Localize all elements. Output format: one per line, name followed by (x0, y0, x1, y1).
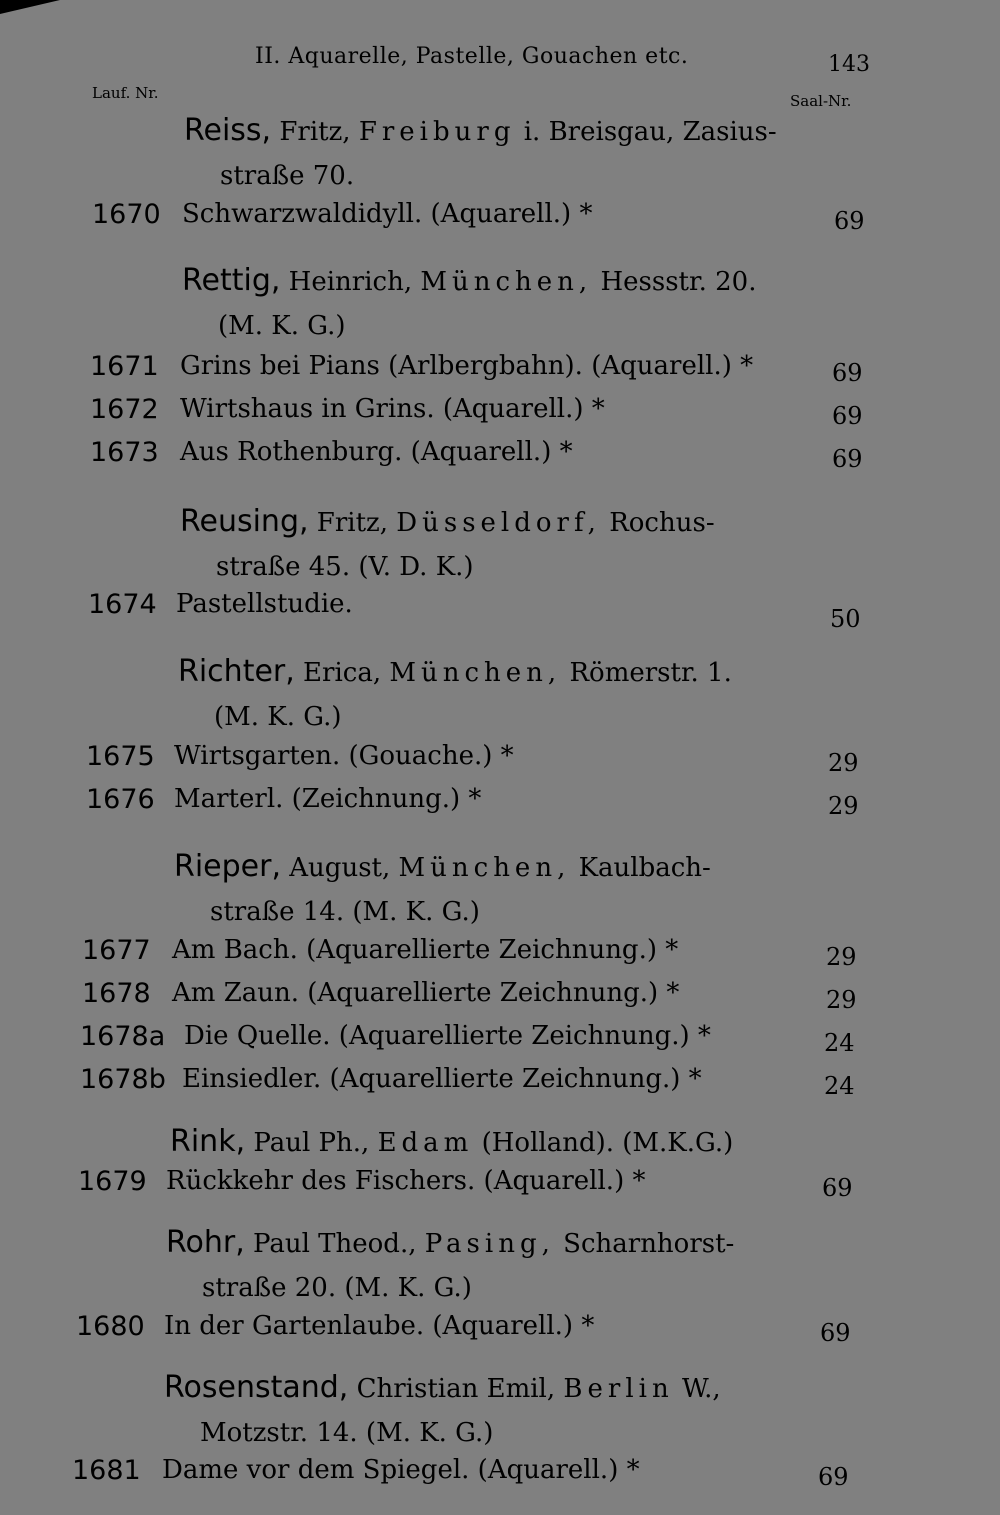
catalog-entry (88, 589, 868, 631)
artist-heading (178, 650, 838, 739)
entry-title: Pastellstudie. (176, 589, 353, 619)
catalog-entry (78, 1166, 858, 1208)
artist-first-name: Fritz, (316, 508, 388, 538)
entry-number: 1679 (78, 1166, 147, 1197)
column-label-saal-nr: Saal-Nr. (790, 92, 852, 110)
artist-address: W., (681, 1374, 721, 1404)
entry-room-number: 24 (824, 1029, 855, 1057)
artist-surname: Reusing, (180, 504, 309, 539)
entry-number: 1673 (90, 437, 159, 468)
entry-room-number: 29 (826, 943, 857, 971)
entry-room-number: 69 (832, 445, 863, 473)
entry-number: 1678a (80, 1021, 166, 1052)
entry-number: 1672 (90, 394, 159, 425)
artist-first-name: Erica, (303, 658, 382, 688)
entry-title: In der Gartenlaube. (Aquarell.) * (164, 1311, 595, 1341)
artist-first-name: August, (289, 853, 391, 883)
artist-address-continued: Motzstr. 14. (M. K. G.) (200, 1418, 494, 1448)
artist-address-continued: (M. K. G.) (218, 311, 346, 341)
artist-address: Scharnhorst- (563, 1229, 735, 1259)
artist-address-continued: straße 70. (220, 161, 355, 191)
entry-number: 1675 (86, 741, 155, 772)
entry-title: Dame vor dem Spiegel. (Aquarell.) * (162, 1455, 640, 1485)
entry-title: Wirtshaus in Grins. (Aquarell.) * (180, 394, 605, 424)
entry-number: 1676 (86, 784, 155, 815)
artist-address: i. Breisgau, Zasius- (523, 117, 777, 147)
artist-city: Düsseldorf, (396, 508, 601, 538)
catalog-entry (76, 1311, 856, 1353)
catalog-entry (90, 437, 870, 479)
artist-heading (164, 1366, 824, 1455)
artist-address: Römerstr. 1. (569, 658, 732, 688)
artist-address: (Holland). (M.K.G.) (481, 1128, 734, 1158)
artist-address: Rochus- (609, 508, 715, 538)
entry-room-number: 29 (828, 792, 859, 820)
entry-room-number: 69 (832, 402, 863, 430)
artist-first-name: Fritz, (279, 117, 351, 147)
artist-address-continued: straße 20. (M. K. G.) (202, 1273, 472, 1303)
entry-title: Wirtsgarten. (Gouache.) * (174, 741, 514, 771)
entry-room-number: 29 (826, 986, 857, 1014)
artist-address-continued: (M. K. G.) (214, 702, 342, 732)
entry-title: Einsiedler. (Aquarellierte Zeichnung.) * (182, 1064, 702, 1094)
catalog-entry (82, 935, 862, 977)
entry-room-number: 69 (832, 359, 863, 387)
artist-city: München, (389, 658, 562, 688)
artist-address-continued: straße 45. (V. D. K.) (216, 552, 474, 582)
artist-first-name: Heinrich, (288, 267, 413, 297)
entry-number: 1680 (76, 1311, 145, 1342)
catalog-entry (92, 199, 872, 241)
entry-room-number: 69 (818, 1463, 849, 1491)
entry-title: Grins bei Pians (Arlbergbahn). (Aquarell.) * (180, 351, 754, 381)
entry-room-number: 50 (830, 605, 861, 633)
artist-surname: Reiss, (184, 113, 272, 148)
artist-city: Berlin (563, 1374, 674, 1404)
catalog-entry (90, 394, 870, 436)
entry-number: 1677 (82, 935, 151, 966)
artist-heading (182, 259, 842, 348)
artist-surname: Rieper, (174, 849, 282, 884)
entry-room-number: 69 (834, 207, 865, 235)
catalog-entry (82, 978, 862, 1020)
entry-room-number: 69 (822, 1174, 853, 1202)
artist-heading (170, 1120, 830, 1165)
entry-title: Rückkehr des Fischers. (Aquarell.) * (166, 1166, 646, 1196)
artist-surname: Rink, (170, 1124, 246, 1159)
entry-room-number: 24 (824, 1072, 855, 1100)
artist-city: Freiburg (358, 117, 516, 147)
artist-surname: Rosenstand, (164, 1370, 349, 1405)
artist-surname: Rettig, (182, 263, 281, 298)
artist-heading (180, 500, 840, 589)
artist-address-continued: straße 14. (M. K. G.) (210, 897, 480, 927)
entry-title: Am Zaun. (Aquarellierte Zeichnung.) * (172, 978, 680, 1008)
catalog-entry (86, 741, 866, 783)
artist-address: Hessstr. 20. (600, 267, 757, 297)
artist-address: Kaulbach- (578, 853, 711, 883)
artist-city: Pasing, (424, 1229, 555, 1259)
entry-number: 1678 (82, 978, 151, 1009)
entry-title: Am Bach. (Aquarellierte Zeichnung.) * (172, 935, 679, 965)
entry-title: Marterl. (Zeichnung.) * (174, 784, 482, 814)
catalog-entry (80, 1064, 860, 1106)
catalog-entry (80, 1021, 860, 1063)
artist-city: Edam (377, 1128, 474, 1158)
entry-number: 1678b (80, 1064, 166, 1095)
entry-number: 1674 (88, 589, 157, 620)
entry-title: Schwarzwaldidyll. (Aquarell.) * (182, 199, 593, 229)
section-title: II. Aquarelle, Pastelle, Gouachen etc. (255, 44, 689, 69)
column-label-lauf-nr: Lauf. Nr. (92, 84, 159, 102)
entry-number: 1670 (92, 199, 161, 230)
entry-room-number: 29 (828, 749, 859, 777)
entry-number: 1671 (90, 351, 159, 382)
artist-surname: Richter, (178, 654, 295, 689)
artist-surname: Rohr, (166, 1225, 245, 1260)
artist-first-name: Christian Emil, (356, 1374, 556, 1404)
entry-title: Aus Rothenburg. (Aquarell.) * (180, 437, 573, 467)
entry-number: 1681 (72, 1455, 141, 1486)
entry-title: Die Quelle. (Aquarellierte Zeichnung.) * (184, 1021, 711, 1051)
catalog-entry (90, 351, 870, 393)
page-number: 143 (828, 52, 870, 77)
artist-heading (184, 109, 844, 198)
catalog-entry (86, 784, 866, 826)
artist-first-name: Paul Ph., (253, 1128, 370, 1158)
artist-heading (166, 1221, 826, 1310)
artist-city: München, (420, 267, 593, 297)
artist-heading (174, 845, 834, 934)
entry-room-number: 69 (820, 1319, 851, 1347)
artist-first-name: Paul Theod., (253, 1229, 417, 1259)
catalog-entry (72, 1455, 862, 1497)
artist-city: München, (398, 853, 571, 883)
